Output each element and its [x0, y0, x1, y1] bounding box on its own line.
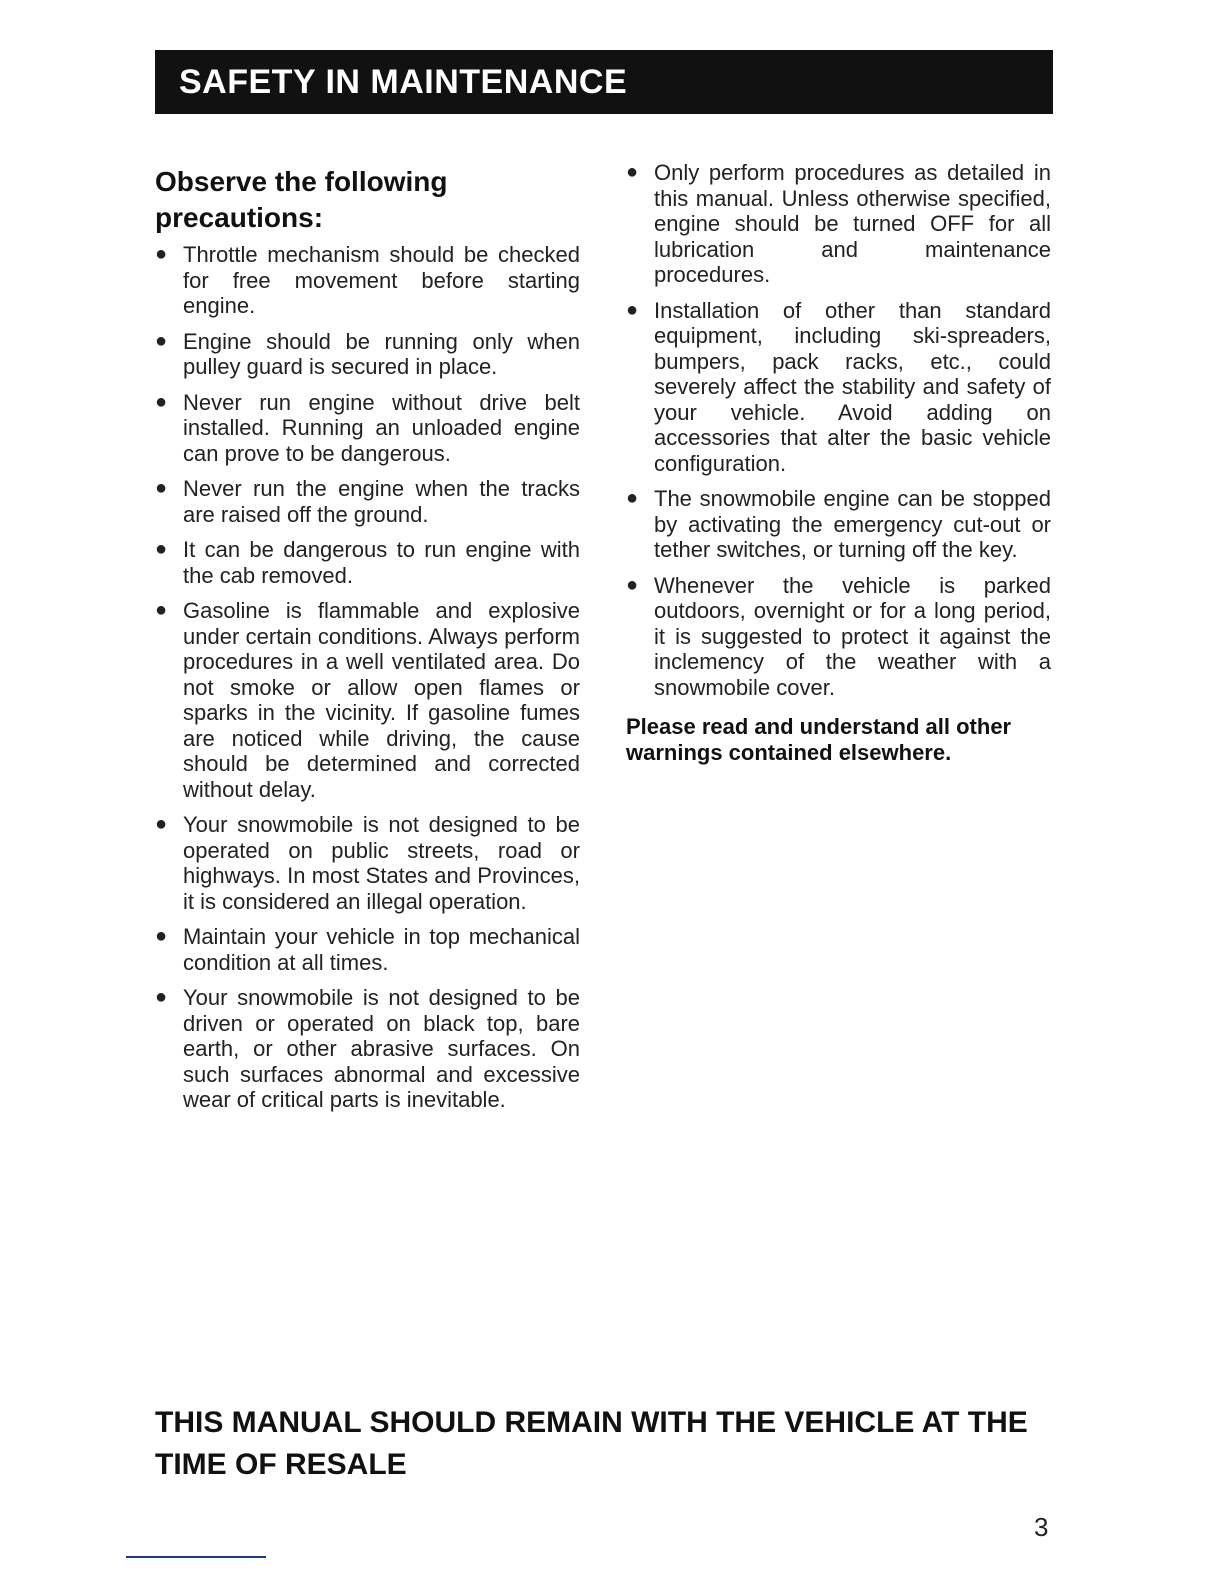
- list-item: ● Engine should be running only when pulley guard is secured in place.: [155, 328, 580, 379]
- bullet-icon: ●: [626, 487, 639, 509]
- precautions-list: [155, 242, 580, 1113]
- precautions-heading: Observe the following precautions:: [155, 166, 448, 233]
- bullet-icon: ●: [155, 599, 168, 621]
- list-item: ● Installation of other than standard equipment, including ski-spreaders, bumpers, pack racks, etc., could severely affect the stability and safety of your vehicle. Avoid adding on accessories that alter the basic vehicle configuration.: [626, 297, 1051, 476]
- list-item: ● Your snowmobile is not designed to be operated on public streets, road or highways. In most States and Provinces, it is considered an illegal operation.: [155, 812, 580, 914]
- section-title: SAFETY IN MAINTENANCE: [179, 62, 628, 101]
- bullet-icon: ●: [155, 986, 168, 1008]
- right-column: [626, 160, 1051, 766]
- list-item: ● Maintain your vehicle in top mechanical condition at all times.: [155, 924, 580, 975]
- procedures-list: [626, 160, 1051, 700]
- list-item: ● The snowmobile engine can be stopped by activating the emergency cut-out or tether switches, or turning off the key.: [626, 486, 1051, 562]
- section-header-bar: [155, 50, 1053, 114]
- bullet-icon: ●: [626, 161, 639, 183]
- bullet-icon: ●: [155, 477, 168, 499]
- list-item: ● Throttle mechanism should be checked for free movement before starting engine.: [155, 242, 580, 318]
- page-number: 3: [1034, 1512, 1049, 1542]
- list-item: ● Your snowmobile is not designed to be driven or operated on black top, bare earth, or other abrasive surfaces. On such surfaces abnormal and excessive wear of critical parts is inevitable.: [155, 985, 580, 1112]
- bullet-icon: ●: [155, 538, 168, 560]
- bullet-icon: ●: [626, 298, 639, 321]
- warnings-note: Please read and understand all other warnings contained elsewhere.: [626, 714, 1012, 765]
- bullet-icon: ●: [155, 925, 168, 947]
- bullet-icon: ●: [626, 573, 639, 596]
- bullet-icon: ●: [155, 243, 168, 265]
- bullet-icon: ●: [155, 329, 168, 352]
- list-item: ● Gasoline is flammable and explosive under certain conditions. Always perform procedures in a well ventilated area. Do not smoke or allow open flames or sparks in the vicinity. If gasoline fumes are noticed while driving, the cause should be determined and corrected without delay.: [155, 598, 580, 802]
- bullet-icon: ●: [155, 813, 168, 835]
- bullet-icon: ●: [155, 390, 168, 413]
- list-item: ● Never run engine without drive belt installed. Running an unloaded engine can prove to be dangerous.: [155, 389, 580, 466]
- scan-edge-divider: [126, 1556, 266, 1558]
- list-item: ● Never run the engine when the tracks are raised off the ground.: [155, 476, 580, 527]
- list-item: ● It can be dangerous to run engine with the cab removed.: [155, 537, 580, 588]
- list-item: ● Only perform procedures as detailed in this manual. Unless otherwise specified, engine should be turned OFF for all lubrication and maintenance procedures.: [626, 160, 1051, 287]
- resale-notice: THIS MANUAL SHOULD REMAIN WITH THE VEHICLE AT THE TIME OF RESALE: [155, 1406, 1028, 1481]
- left-column: [155, 160, 580, 1123]
- list-item: ● Whenever the vehicle is parked outdoors, overnight or for a long period, it is suggested to protect it against the inclemency of the weather with a snowmobile cover.: [626, 572, 1051, 700]
